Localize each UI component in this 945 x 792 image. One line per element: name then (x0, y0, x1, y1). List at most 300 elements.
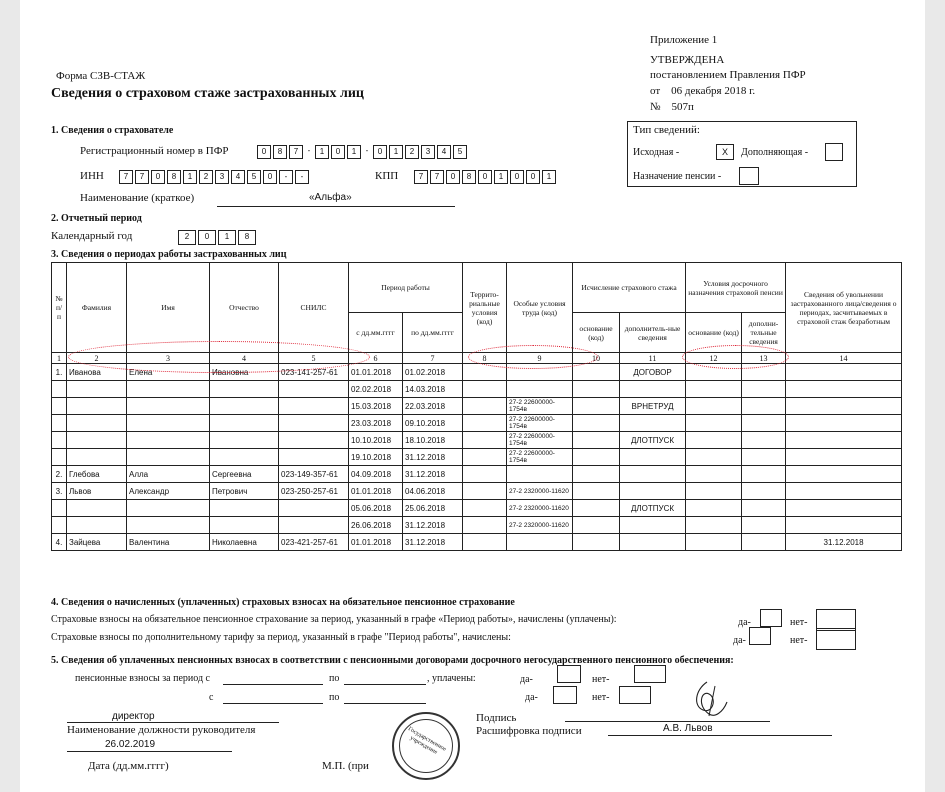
calc-basis-cell[interactable] (573, 432, 620, 449)
early-extra-cell[interactable] (742, 500, 786, 517)
period2-from-label: с (209, 692, 214, 703)
inn-label: ИНН (80, 170, 104, 182)
from-date-cell[interactable]: 26.06.2018 (349, 517, 403, 534)
year-label: Календарный год (51, 230, 133, 242)
surname-cell[interactable]: Львов (67, 483, 127, 500)
patronymic-cell[interactable] (210, 381, 279, 398)
table-row (52, 517, 902, 534)
row-number[interactable] (52, 432, 67, 449)
kpp-digit: 7 (430, 170, 444, 184)
special-conditions-cell[interactable]: 27-2 2320000-11620 (507, 500, 573, 517)
patronymic-cell[interactable] (210, 415, 279, 432)
early-extra-cell[interactable] (742, 466, 786, 483)
snils-cell[interactable]: 023-141-257-61 (279, 364, 349, 381)
column-number: 14 (786, 353, 902, 364)
early-extra-cell[interactable] (742, 415, 786, 432)
calc-extra-cell[interactable] (620, 534, 686, 551)
calc-basis-cell[interactable] (573, 483, 620, 500)
dismissal-cell[interactable] (786, 415, 902, 432)
form-sheet (20, 0, 925, 792)
name-cell[interactable]: Валентина (127, 534, 210, 551)
header-surname: Фамилия (67, 263, 127, 353)
decree-number: № 507п (650, 101, 694, 113)
territory-cell[interactable] (463, 415, 507, 432)
reg-number-label: Регистрационный номер в ПФР (80, 145, 229, 157)
period2-to-label: по (329, 692, 340, 703)
column-number: 9 (507, 353, 573, 364)
header-to: по дд.мм.гггг (403, 313, 463, 353)
work-periods-table (51, 262, 902, 551)
early-basis-cell[interactable] (686, 381, 742, 398)
header-calc: Исчисление страхового стажа (573, 263, 686, 313)
header-from: с дд.мм.гггг (349, 313, 403, 353)
column-number: 5 (279, 353, 349, 364)
early-extra-cell[interactable] (742, 398, 786, 415)
to-date-cell[interactable]: 31.12.2018 (403, 534, 463, 551)
dismissal-cell[interactable] (786, 432, 902, 449)
section2-title: 2. Отчетный период (51, 213, 142, 224)
from-date-cell[interactable]: 01.01.2018 (349, 534, 403, 551)
signature-label: Подпись (476, 712, 517, 724)
contrib1-yes-label: да- (738, 617, 751, 628)
to-date-cell[interactable]: 04.06.2018 (403, 483, 463, 500)
column-number: 11 (620, 353, 686, 364)
inn-digit: 3 (215, 170, 229, 184)
kpp-digit: 1 (542, 170, 556, 184)
early-basis-cell[interactable] (686, 398, 742, 415)
pension2-no-label: нет- (592, 692, 610, 703)
from-date-cell[interactable]: 05.06.2018 (349, 500, 403, 517)
calc-extra-cell[interactable]: ДЛОТПУСК (620, 500, 686, 517)
early-basis-cell[interactable] (686, 466, 742, 483)
early-extra-cell[interactable] (742, 534, 786, 551)
calc-basis-cell[interactable] (573, 449, 620, 466)
snils-cell[interactable] (279, 449, 349, 466)
surname-cell[interactable] (67, 381, 127, 398)
additional-checkbox[interactable] (825, 143, 843, 161)
header-special: Особые условия труда (код) (507, 263, 573, 353)
from-date-cell[interactable]: 02.02.2018 (349, 381, 403, 398)
position-label: Наименование должности руководителя (67, 724, 256, 736)
snils-cell[interactable] (279, 517, 349, 534)
special-conditions-cell[interactable] (507, 381, 573, 398)
kpp-digit: 8 (462, 170, 476, 184)
seal-stamp (392, 712, 460, 780)
patronymic-cell[interactable] (210, 517, 279, 534)
reg-number-separator: - (307, 146, 311, 155)
table-row (52, 466, 902, 483)
early-extra-cell[interactable] (742, 381, 786, 398)
signature-decode-value[interactable]: А.В. Львов (663, 723, 713, 734)
table-row (52, 381, 902, 398)
year-digit: 0 (198, 230, 216, 245)
signature-line (565, 721, 770, 722)
column-number: 1 (52, 353, 67, 364)
decree-date: от 06 декабря 2018 г. (650, 85, 756, 97)
section4-title: 4. Сведения о начисленных (уплаченных) страховых взносах на обязательное пенсионное страхование (51, 597, 515, 608)
reg-number-digit: 2 (405, 145, 419, 159)
early-basis-cell[interactable] (686, 483, 742, 500)
special-conditions-cell[interactable]: 27-2 22600000-1754в (507, 432, 573, 449)
contrib1-no-label: нет- (790, 617, 808, 628)
contrib2-yes-label: да- (733, 635, 746, 646)
name-cell[interactable] (127, 398, 210, 415)
patronymic-cell[interactable]: Ивановна (210, 364, 279, 381)
row-number[interactable]: 4. (52, 534, 67, 551)
column-number: 8 (463, 353, 507, 364)
from-date-cell[interactable]: 15.03.2018 (349, 398, 403, 415)
pension-checkbox[interactable] (739, 167, 759, 185)
calc-extra-cell[interactable] (620, 517, 686, 534)
name-cell[interactable]: Александр (127, 483, 210, 500)
from-date-cell[interactable]: 01.01.2018 (349, 483, 403, 500)
early-extra-cell[interactable] (742, 483, 786, 500)
to-date-cell[interactable]: 14.03.2018 (403, 381, 463, 398)
row-number[interactable]: 2. (52, 466, 67, 483)
territory-cell[interactable] (463, 517, 507, 534)
pension-label: Назначение пенсии - (633, 171, 722, 182)
table-row (52, 432, 902, 449)
header-early-basis: основание (код) (686, 313, 742, 353)
patronymic-cell[interactable] (210, 432, 279, 449)
dismissal-cell[interactable]: 31.12.2018 (786, 534, 902, 551)
table-row (52, 534, 902, 551)
column-number: 13 (742, 353, 786, 364)
to-date-cell[interactable]: 09.10.2018 (403, 415, 463, 432)
territory-cell[interactable] (463, 483, 507, 500)
calc-extra-cell[interactable] (620, 449, 686, 466)
date-label: Дата (дд.мм.гггг) (88, 760, 169, 772)
calc-basis-cell[interactable] (573, 500, 620, 517)
snils-cell[interactable] (279, 432, 349, 449)
header-early-extra: дополни-тельные сведения (742, 313, 786, 353)
table-row (52, 500, 902, 517)
calc-basis-cell[interactable] (573, 534, 620, 551)
special-conditions-cell[interactable]: 27-2 22600000-1754в (507, 449, 573, 466)
name-cell[interactable]: Елена (127, 364, 210, 381)
inn-digit: 1 (183, 170, 197, 184)
table-row (52, 398, 902, 415)
column-number: 2 (67, 353, 127, 364)
snils-cell[interactable] (279, 381, 349, 398)
date-value[interactable]: 26.02.2019 (105, 739, 156, 750)
early-basis-cell[interactable] (686, 449, 742, 466)
highlight-ellipse-right (682, 345, 789, 369)
to-date-cell[interactable]: 31.12.2018 (403, 449, 463, 466)
approved-label: УТВЕРЖДЕНА (650, 54, 725, 66)
calc-extra-cell[interactable] (620, 466, 686, 483)
short-name-line (217, 206, 455, 207)
seal-place-label: М.П. (при (322, 760, 369, 772)
early-basis-cell[interactable] (686, 500, 742, 517)
signature-decode-label: Расшифровка подписи (476, 725, 582, 737)
dismissal-cell[interactable] (786, 517, 902, 534)
header-snils: СНИЛС (279, 263, 349, 353)
territory-cell[interactable] (463, 398, 507, 415)
pension1-yes-box[interactable] (557, 665, 581, 683)
name-cell[interactable] (127, 432, 210, 449)
contrib2-yes-box[interactable] (749, 627, 771, 645)
early-extra-cell[interactable] (742, 432, 786, 449)
decree-label: постановлением Правления ПФР (650, 69, 806, 81)
patronymic-cell[interactable]: Петрович (210, 483, 279, 500)
period1-to-line[interactable] (344, 684, 426, 685)
special-conditions-cell[interactable]: 27-2 22600000-1754в (507, 398, 573, 415)
to-date-cell[interactable]: 25.06.2018 (403, 500, 463, 517)
short-name-value[interactable]: «Альфа» (309, 192, 352, 203)
calc-extra-cell[interactable] (620, 483, 686, 500)
header-early: Условия досрочного назначения страховой пенсии (686, 263, 786, 313)
period1-from-line[interactable] (223, 684, 323, 685)
reg-number-digit: 8 (273, 145, 287, 159)
section3-title: 3. Сведения о периодах работы застрахованных лиц (51, 249, 287, 260)
surname-cell[interactable] (67, 432, 127, 449)
period2-to-line[interactable] (344, 703, 426, 704)
name-cell[interactable] (127, 381, 210, 398)
pension1-no-label: нет- (592, 674, 610, 685)
snils-cell[interactable]: 023-250-257-61 (279, 483, 349, 500)
snils-cell[interactable] (279, 500, 349, 517)
dismissal-cell[interactable] (786, 466, 902, 483)
snils-cell[interactable]: 023-421-257-61 (279, 534, 349, 551)
inn-digit: 0 (151, 170, 165, 184)
page-title: Сведения о страховом стаже застрахованных лиц (51, 86, 364, 101)
snils-cell[interactable] (279, 398, 349, 415)
calc-basis-cell[interactable] (573, 517, 620, 534)
early-basis-cell[interactable] (686, 415, 742, 432)
surname-cell[interactable] (67, 500, 127, 517)
decode-line (608, 735, 832, 736)
year-digit: 2 (178, 230, 196, 245)
short-name-label: Наименование (краткое) (80, 192, 195, 204)
header-name: Имя (127, 263, 210, 353)
special-conditions-cell[interactable]: 27-2 22600000-1754в (507, 415, 573, 432)
to-date-cell[interactable]: 01.02.2018 (403, 364, 463, 381)
table-row (52, 449, 902, 466)
column-number: 6 (349, 353, 403, 364)
calc-basis-cell[interactable] (573, 415, 620, 432)
kpp-digit: 0 (478, 170, 492, 184)
calc-extra-cell[interactable]: ДОГОВОР (620, 364, 686, 381)
reg-number-digit: 5 (453, 145, 467, 159)
table-row (52, 483, 902, 500)
row-number[interactable]: 3. (52, 483, 67, 500)
column-number: 4 (210, 353, 279, 364)
row-number[interactable] (52, 415, 67, 432)
column-number: 7 (403, 353, 463, 364)
row-number[interactable] (52, 500, 67, 517)
from-date-cell[interactable]: 01.01.2018 (349, 364, 403, 381)
handwritten-signature (685, 676, 735, 721)
header-patronymic: Отчество (210, 263, 279, 353)
reg-number-digit: 1 (347, 145, 361, 159)
patronymic-cell[interactable] (210, 449, 279, 466)
calc-basis-cell[interactable] (573, 381, 620, 398)
dismissal-cell[interactable] (786, 449, 902, 466)
reg-number-field[interactable] (257, 145, 469, 159)
kpp-field[interactable] (414, 170, 558, 184)
calc-basis-cell[interactable] (573, 364, 620, 381)
header-calc-basis: основание (код) (573, 313, 620, 353)
header-num: № п/п (52, 263, 67, 353)
pension1-yes-label: да- (520, 674, 533, 685)
early-basis-cell[interactable] (686, 432, 742, 449)
surname-cell[interactable]: Глебова (67, 466, 127, 483)
from-date-cell[interactable]: 04.09.2018 (349, 466, 403, 483)
inn-digit: - (279, 170, 293, 184)
original-checkbox[interactable]: X (716, 144, 734, 160)
patronymic-cell[interactable] (210, 500, 279, 517)
reg-number-digit: 4 (437, 145, 451, 159)
row-number[interactable] (52, 449, 67, 466)
calc-extra-cell[interactable]: ВРНЕТРУД (620, 398, 686, 415)
pension2-yes-box[interactable] (553, 686, 577, 704)
name-cell[interactable]: Алла (127, 466, 210, 483)
territory-cell[interactable] (463, 381, 507, 398)
inn-digit: 2 (199, 170, 213, 184)
dismissal-cell[interactable] (786, 500, 902, 517)
pension1-no-box[interactable] (634, 665, 666, 683)
surname-cell[interactable] (67, 449, 127, 466)
paid-label: , уплачены: (427, 673, 476, 684)
name-cell[interactable] (127, 500, 210, 517)
surname-cell[interactable] (67, 415, 127, 432)
form-name: Форма СЗВ-СТАЖ (56, 70, 146, 82)
calc-extra-cell[interactable] (620, 415, 686, 432)
contrib-line1: Страховые взносы на обязательное пенсионное страхование за период, указанный в графе «Период работы», начислены (уплачены): (51, 614, 617, 625)
reg-number-separator: - (365, 146, 369, 155)
table-row (52, 415, 902, 432)
section1-title: 1. Сведения о страхователе (51, 125, 174, 136)
to-date-cell[interactable]: 22.03.2018 (403, 398, 463, 415)
territory-cell[interactable] (463, 534, 507, 551)
appendix-label: Приложение 1 (650, 34, 718, 46)
pension2-no-box[interactable] (619, 686, 651, 704)
inn-digit: - (295, 170, 309, 184)
reg-number-digit: 0 (331, 145, 345, 159)
inn-digit: 8 (167, 170, 181, 184)
inn-field[interactable] (119, 170, 311, 184)
kpp-label: КПП (375, 170, 399, 182)
surname-cell[interactable]: Зайцева (67, 534, 127, 551)
special-conditions-cell[interactable] (507, 466, 573, 483)
name-cell[interactable] (127, 449, 210, 466)
territory-cell[interactable] (463, 432, 507, 449)
special-conditions-cell[interactable] (507, 534, 573, 551)
surname-cell[interactable] (67, 398, 127, 415)
early-basis-cell[interactable] (686, 517, 742, 534)
territory-cell[interactable] (463, 500, 507, 517)
kpp-digit: 0 (526, 170, 540, 184)
pension2-yes-label: да- (525, 692, 538, 703)
to-date-cell[interactable]: 31.12.2018 (403, 466, 463, 483)
surname-cell[interactable] (67, 517, 127, 534)
original-label: Исходная - (633, 147, 680, 158)
reg-number-digit: 3 (421, 145, 435, 159)
row-number[interactable] (52, 517, 67, 534)
from-date-cell[interactable]: 23.03.2018 (349, 415, 403, 432)
header-calc-extra: дополнитель-ные сведения (620, 313, 686, 353)
row-number[interactable] (52, 398, 67, 415)
info-type-title: Тип сведений: (633, 124, 700, 136)
calc-basis-cell[interactable] (573, 466, 620, 483)
year-digit: 8 (238, 230, 256, 245)
kpp-digit: 1 (494, 170, 508, 184)
date-line (67, 751, 232, 752)
kpp-digit: 0 (446, 170, 460, 184)
from-date-cell[interactable]: 10.10.2018 (349, 432, 403, 449)
reg-number-digit: 0 (257, 145, 271, 159)
calc-extra-cell[interactable] (620, 381, 686, 398)
dismissal-cell[interactable] (786, 364, 902, 381)
inn-digit: 7 (119, 170, 133, 184)
calc-basis-cell[interactable] (573, 398, 620, 415)
to-date-cell[interactable]: 18.10.2018 (403, 432, 463, 449)
additional-label: Дополняющая - (741, 147, 809, 158)
pension-contrib-label: пенсионные взносы за период с (75, 673, 210, 684)
column-number: 3 (127, 353, 210, 364)
contrib2-no-box[interactable] (816, 628, 856, 650)
to-date-cell[interactable]: 31.12.2018 (403, 517, 463, 534)
contrib1-yes-box[interactable] (760, 609, 782, 627)
patronymic-cell[interactable] (210, 398, 279, 415)
position-line (67, 722, 279, 723)
row-number[interactable]: 1. (52, 364, 67, 381)
inn-digit: 0 (263, 170, 277, 184)
reg-number-digit: 7 (289, 145, 303, 159)
column-number: 12 (686, 353, 742, 364)
seal-stamp-text: Государственное учреждение (406, 726, 448, 756)
contrib-line2: Страховые взносы по дополнительному тарифу за период, указанный в графе "Период работы", начислены: (51, 632, 511, 643)
snils-cell[interactable] (279, 415, 349, 432)
territory-cell[interactable] (463, 449, 507, 466)
dismissal-cell[interactable] (786, 398, 902, 415)
snils-cell[interactable]: 023-149-357-61 (279, 466, 349, 483)
header-territory: Террито-риальные условия (код) (463, 263, 507, 353)
patronymic-cell[interactable]: Николаевна (210, 534, 279, 551)
row-number[interactable] (52, 381, 67, 398)
patronymic-cell[interactable]: Сергеевна (210, 466, 279, 483)
name-cell[interactable] (127, 517, 210, 534)
header-period: Период работы (349, 263, 463, 313)
header-dismissal: Сведения об увольнении застрахованного лица/сведения о периодах, засчитываемых в страховой стаж безработным (786, 263, 902, 353)
position-value[interactable]: директор (112, 711, 155, 722)
surname-cell[interactable]: Иванова (67, 364, 127, 381)
special-conditions-cell[interactable]: 27-2 2320000-11620 (507, 517, 573, 534)
territory-cell[interactable] (463, 466, 507, 483)
special-conditions-cell[interactable]: 27-2 2320000-11620 (507, 483, 573, 500)
period2-from-line[interactable] (223, 703, 323, 704)
dismissal-cell[interactable] (786, 483, 902, 500)
name-cell[interactable] (127, 415, 210, 432)
highlight-ellipse-middle (468, 345, 598, 369)
contrib2-no-label: нет- (790, 635, 808, 646)
highlight-ellipse-left (68, 341, 370, 373)
early-extra-cell[interactable] (742, 517, 786, 534)
from-date-cell[interactable]: 19.10.2018 (349, 449, 403, 466)
calc-extra-cell[interactable]: ДЛОТПУСК (620, 432, 686, 449)
inn-digit: 5 (247, 170, 261, 184)
kpp-digit: 0 (510, 170, 524, 184)
reg-number-digit: 1 (389, 145, 403, 159)
reg-number-digit: 0 (373, 145, 387, 159)
dismissal-cell[interactable] (786, 381, 902, 398)
section5-title: 5. Сведения об уплаченных пенсионных взносах в соответствии с пенсионными договорами досрочного негосударственного пенсионного обеспечения: (51, 655, 734, 666)
inn-digit: 4 (231, 170, 245, 184)
early-basis-cell[interactable] (686, 534, 742, 551)
early-extra-cell[interactable] (742, 449, 786, 466)
year-field[interactable] (178, 230, 258, 245)
